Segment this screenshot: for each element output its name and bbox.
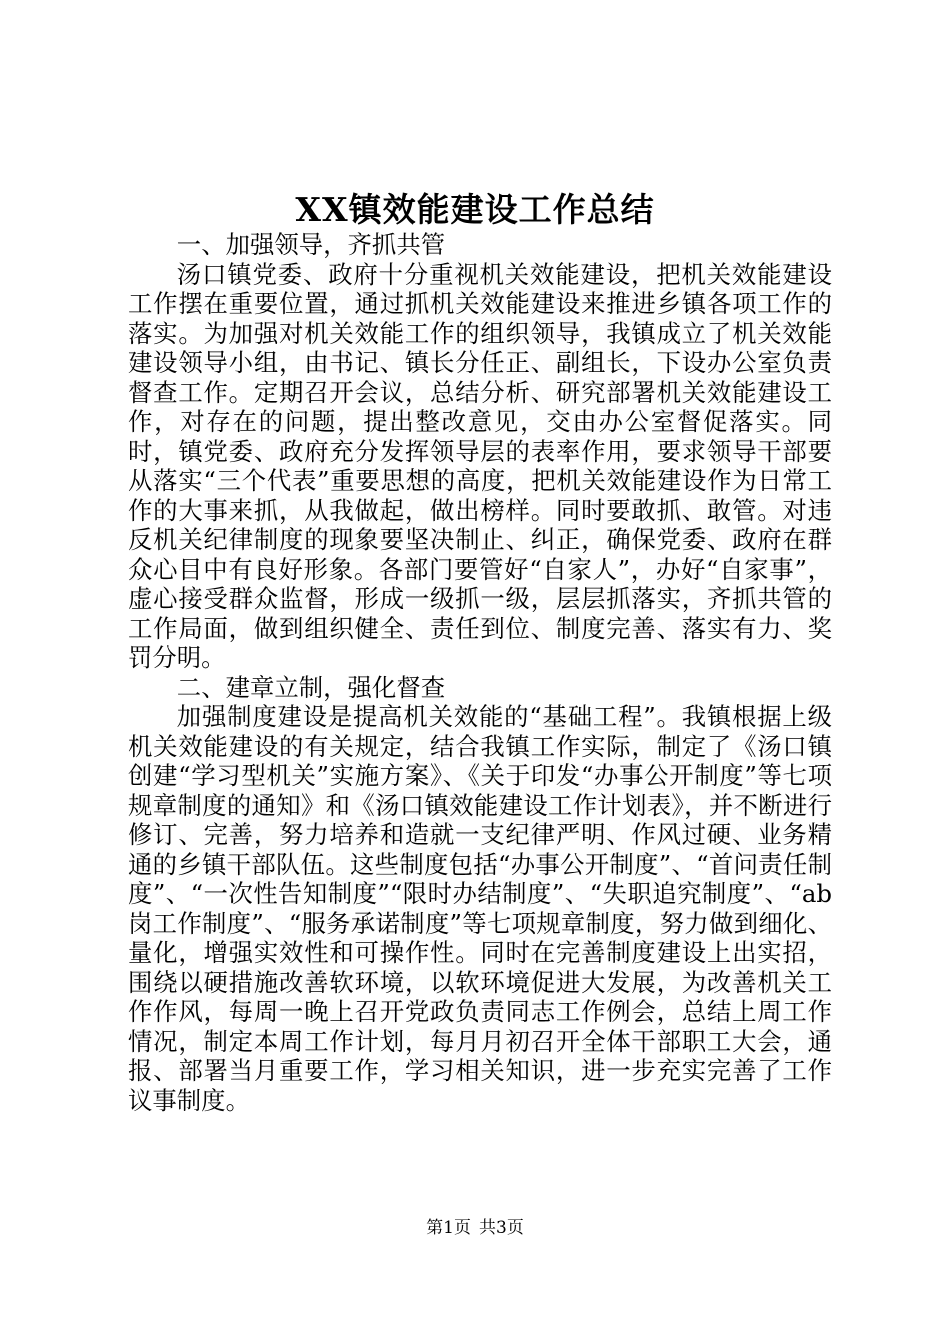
section-heading-2: 二、建章立制，强化督查 [176, 672, 446, 702]
section-paragraph-2: 加强制度建设是提高机关效能的“基础工程”。我镇根据上级机关效能建设的有关规定，结合我镇工作实际，制定了《汤口镇创建“学习型机关”实施方案》、《关于印发“办事公开制度”等七项规章制度的通知》和《汤口镇效能建设工作计划表》，并不断进行修订、完善，努力培养和造就一支纪律严明、作风过硬、业务精通的乡镇干部队伍。这些制度包括“办事公开制度”、“首问责任制度”、“一次性告知制度”“限时办结制度”、“失职追究制度”、“ab岗工作制度”、“服务承诺制度”等七项规章制度，努力做到细化、量化，增强实效性和可操作性。同时在完善制度建设上出实招，围绕以硬措施改善软环境，以软环境促进大发展，为改善机关工作作风，每周一晚上召开党政负责同志工作例会，总结上周工作情况，制定本周工作计划，每月月初召开全体干部职工大会，通报、部署当月重要工作，学习相关知识，进一步充实完善了工作议事制度。 [128, 702, 832, 1115]
section-paragraph-1: 汤口镇党委、政府十分重视机关效能建设，把机关效能建设工作摆在重要位置，通过抓机关效能建设来推进乡镇各项工作的落实。为加强对机关效能工作的组织领导，我镇成立了机关效能建设领导小组，由书记、镇长分任正、副组长，下设办公室负责督查工作。定期召开会议，总结分析、研究部署机关效能建设工作，对存在的问题，提出整改意见，交由办公室督促落实。同时，镇党委、政府充分发挥领导层的表率作用，要求领导干部要从落实“三个代表”重要思想的高度，把机关效能建设作为日常工作的大事来抓，从我做起，做出榜样。同时要敢抓、敢管。对违反机关纪律制度的现象要坚决制止、纠正，确保党委、政府在群众心目中有良好形象。各部门要管好“自家人”，办好“自家事”，虚心接受群众监督，形成一级抓一级，层层抓落实，齐抓共管的工作局面，做到组织健全、责任到位、制度完善、落实有力、奖罚分明。 [128, 259, 832, 672]
section-heading-1: 一、加强领导，齐抓共管 [176, 230, 446, 259]
document-body [128, 230, 832, 1115]
document-title: XX镇效能建设工作总结 [295, 190, 655, 229]
page-footer [0, 1217, 950, 1239]
page-number-current: 第1页 [426, 1218, 471, 1238]
page-number-total: 共3页 [479, 1218, 524, 1238]
